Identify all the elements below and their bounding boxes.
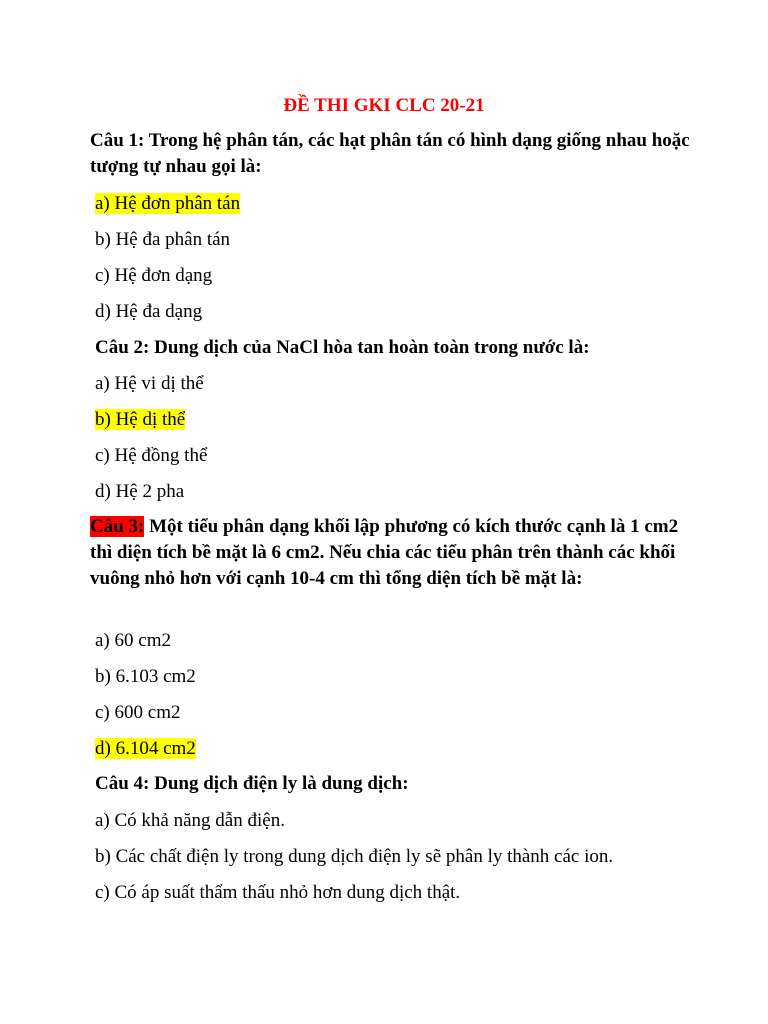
question-3 xyxy=(90,514,690,592)
q4-option-b: b) Các chất điện ly trong dung dịch điện ly sẽ phân ly thành các ion. xyxy=(95,846,614,867)
question-2: Câu 2: Dung dịch của NaCl hòa tan hoàn toàn trong nước là: xyxy=(95,337,590,358)
question-1: Câu 1: Trong hệ phân tán, các hạt phân tán có hình dạng giống nhau hoặc tượng tự nhau gọi là: xyxy=(90,130,690,177)
q2-option-a: a) Hệ vi dị thể xyxy=(95,373,204,394)
q2-option-b-text: b) Hệ dị thể xyxy=(95,409,186,430)
q3-text: Một tiểu phân dạng khối lập phương có kích thước cạnh là 1 cm2 thì diện tích bề mặt là 6 cm2. Nếu chia các tiểu phân trên thành các khối vuông nhỏ hơn với cạnh 10-4 cm thì tổng diện tích bề mặt là: xyxy=(90,516,679,589)
page-title: ĐỀ THI GKI CLC 20-21 xyxy=(283,95,485,116)
q2-option-d: d) Hệ 2 pha xyxy=(95,481,185,502)
q3-label: Câu 3: xyxy=(90,516,145,537)
q1-option-d: d) Hệ đa dạng xyxy=(95,301,203,322)
q3-option-d xyxy=(95,737,196,761)
q4-option-c: c) Có áp suất thẩm thấu nhỏ hơn dung dịch thật. xyxy=(95,882,461,903)
q4-option-a: a) Có khả năng dẫn điện. xyxy=(95,810,285,831)
q1-option-b: b) Hệ đa phân tán xyxy=(95,229,231,250)
q3-option-a: a) 60 cm2 xyxy=(95,630,171,651)
q3-option-b: b) 6.103 cm2 xyxy=(95,666,196,687)
q1-option-a-text: a) Hệ đơn phân tán xyxy=(95,193,241,214)
q2-option-c: c) Hệ đồng thể xyxy=(95,445,208,466)
q1-option-a xyxy=(95,192,240,216)
q3-option-c: c) 600 cm2 xyxy=(95,702,181,723)
q3-option-d-text: d) 6.104 cm2 xyxy=(95,738,196,759)
question-4: Câu 4: Dung dịch điện ly là dung dịch: xyxy=(95,773,409,794)
q2-option-b xyxy=(95,408,185,432)
q1-option-c: c) Hệ đơn dạng xyxy=(95,265,213,286)
